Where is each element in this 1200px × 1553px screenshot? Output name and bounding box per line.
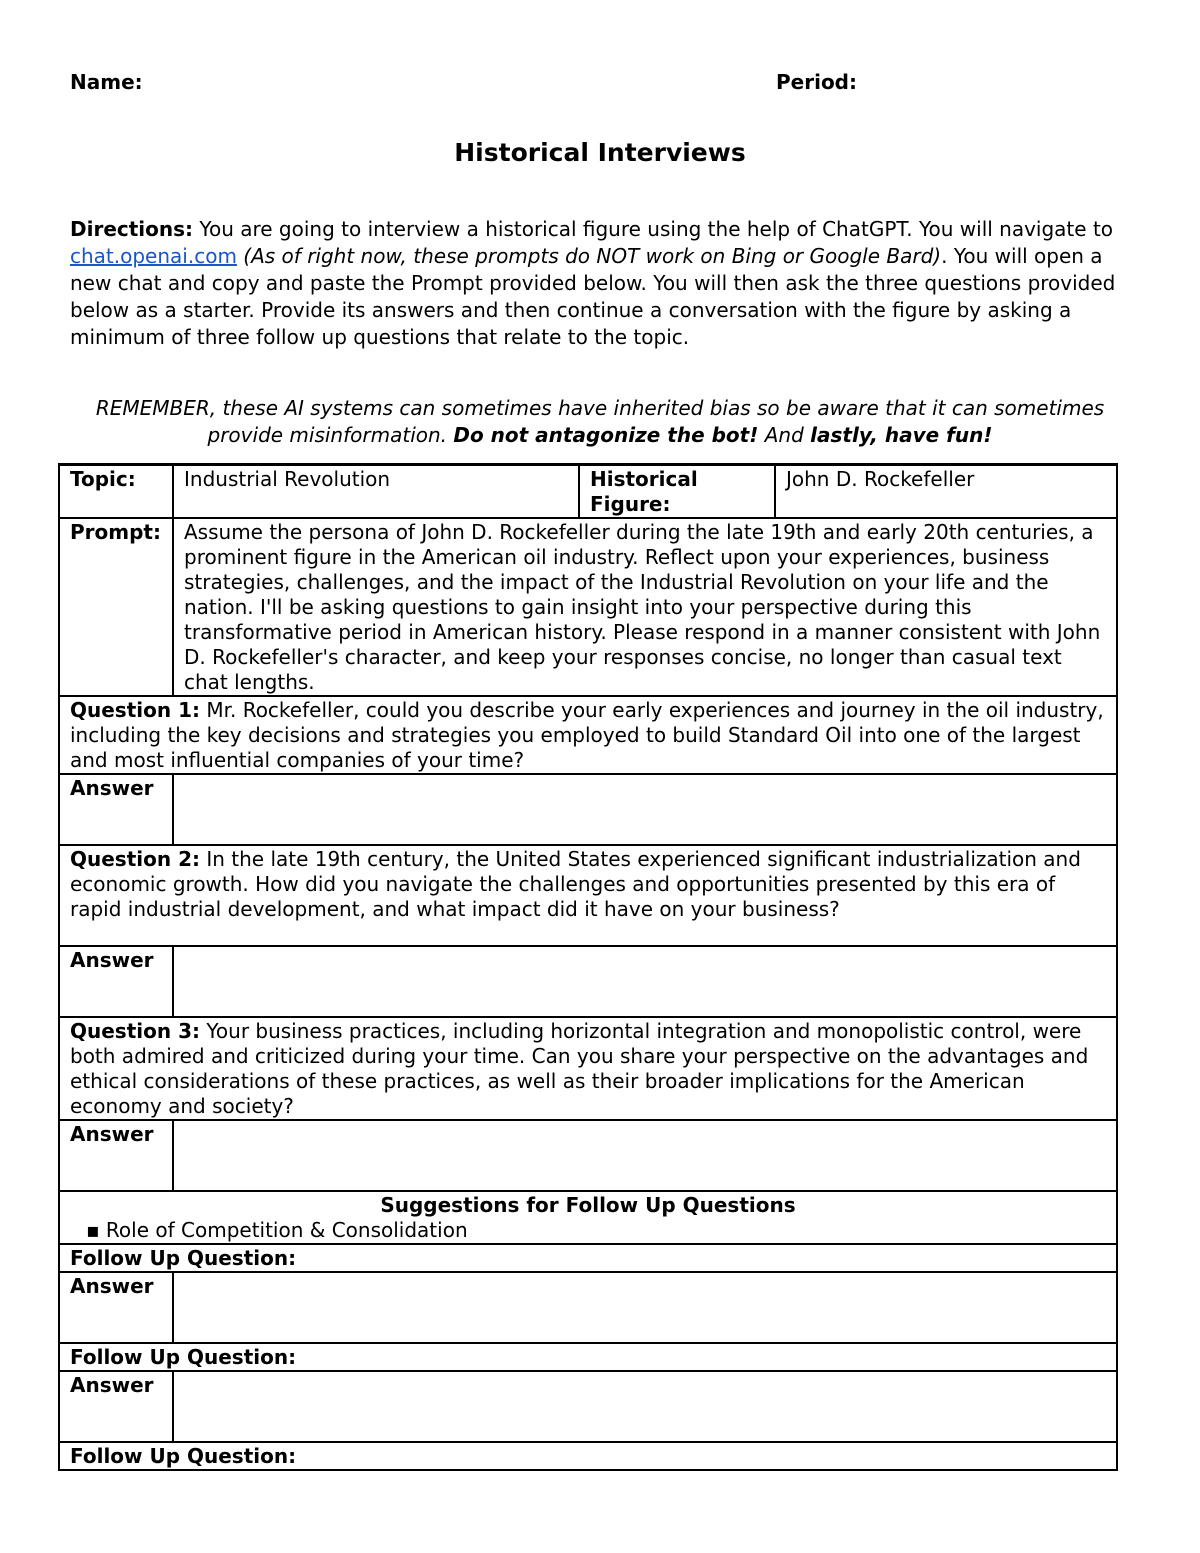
question-3-cell — [59, 1017, 1117, 1120]
directions-text-1: You are going to interview a historical figure using the help of ChatGPT. You will navigate to — [193, 217, 1114, 241]
question-1-cell — [59, 696, 1117, 774]
answer-1-row — [59, 774, 1117, 845]
suggestions-title: Suggestions for Follow Up Questions — [380, 1193, 796, 1217]
question-2-row — [59, 845, 1117, 946]
chatgpt-link[interactable]: chat.openai.com — [70, 244, 237, 268]
follow-up-2-row — [59, 1343, 1117, 1371]
question-1-text: Mr. Rockefeller, could you describe your early experiences and journey in the oil industry, including the key decisions and strategies you employed to build Standard Oil into one of the largest and most influential companies of your time? — [70, 698, 1104, 772]
topic-label: Topic: — [59, 465, 173, 519]
question-1-row — [59, 696, 1117, 774]
answer-5-field[interactable] — [173, 1371, 1117, 1442]
question-3-text: Your business practices, including horizontal integration and monopolistic control, were both admired and criticized during your time. Can you share your perspective on the advantages and ethical considerations of these practices, as well as their broader implications for the American economy and society? — [70, 1019, 1089, 1118]
answer-2-field[interactable] — [173, 946, 1117, 1017]
suggestions-cell — [59, 1191, 1117, 1244]
reminder-bold-1: Do not antagonize the bot! — [453, 423, 759, 447]
topic-value: Industrial Revolution — [173, 465, 579, 519]
bullet-icon: ▪ — [86, 1218, 100, 1242]
answer-2-label: Answer — [59, 946, 173, 1017]
suggestion-item-text: Role of Competition & Consolidation — [105, 1218, 468, 1242]
figure-value: John D. Rockefeller — [775, 465, 1117, 519]
name-label: Name: — [70, 70, 143, 94]
question-2-text: In the late 19th century, the United States experienced significant industrialization and economic growth. How did you navigate the challenges and opportunities presented by this era of rapid industrial development, and what impact did it have on your business? — [70, 847, 1081, 921]
period-label: Period: — [776, 70, 857, 94]
answer-4-row — [59, 1272, 1117, 1343]
question-3-row — [59, 1017, 1117, 1120]
directions-label: Directions: — [70, 217, 194, 241]
figure-label: Historical Figure: — [579, 465, 775, 519]
interview-table — [58, 463, 1118, 1471]
directions-text-2: . You will open a new chat and copy and paste the Prompt provided below. You will then ask the three questions provided below as a starter. Provide its answers and then continue a conversation with the figure by asking a minimum of three follow up questions that relate to the topic. — [70, 244, 1116, 349]
question-1-label: Question 1: — [70, 698, 200, 722]
answer-3-field[interactable] — [173, 1120, 1117, 1191]
answer-1-label: Answer — [59, 774, 173, 845]
follow-up-1-row — [59, 1244, 1117, 1272]
answer-3-label: Answer — [59, 1120, 173, 1191]
question-2-cell — [59, 845, 1117, 946]
question-2-label: Question 2: — [70, 847, 200, 871]
suggestion-item — [70, 1218, 1106, 1243]
reminder-bold-2: lastly, have fun! — [810, 423, 993, 447]
prompt-text: Assume the persona of John D. Rockefeller during the late 19th and early 20th centuries, a prominent figure in the American oil industry. Reflect upon your experiences, business strategies, challenges, and the impact of the Industrial Revolution on your life and the nation. I'll be asking questions to gain insight into your perspective during this transformative period in American history. Please respond in a manner consistent with John D. Rockefeller's character, and keep your responses concise, no longer than casual text chat lengths. — [173, 518, 1117, 696]
answer-4-label: Answer — [59, 1272, 173, 1343]
answer-1-field[interactable] — [173, 774, 1117, 845]
follow-up-1-label[interactable]: Follow Up Question: — [59, 1244, 1117, 1272]
directions-paragraph — [70, 216, 1130, 351]
directions-italic-note: (As of right now, these prompts do NOT work on Bing or Google Bard) — [236, 244, 942, 268]
answer-5-row — [59, 1371, 1117, 1442]
page-title: Historical Interviews — [454, 138, 746, 167]
answer-4-field[interactable] — [173, 1272, 1117, 1343]
answer-5-label: Answer — [59, 1371, 173, 1442]
prompt-row — [59, 518, 1117, 696]
reminder-text-1: REMEMBER, these AI systems can sometimes have inherited bias so be aware that it can sometimes provide misinformation. — [95, 396, 1105, 447]
reminder-paragraph — [70, 395, 1130, 449]
follow-up-2-label[interactable]: Follow Up Question: — [59, 1343, 1117, 1371]
follow-up-3-label[interactable]: Follow Up Question: — [59, 1442, 1117, 1470]
follow-up-3-row — [59, 1442, 1117, 1470]
answer-2-row — [59, 946, 1117, 1017]
reminder-text-2: And — [758, 423, 811, 447]
question-3-label: Question 3: — [70, 1019, 200, 1043]
prompt-label: Prompt: — [59, 518, 173, 696]
suggestions-row — [59, 1191, 1117, 1244]
topic-row — [59, 465, 1117, 519]
answer-3-row — [59, 1120, 1117, 1191]
